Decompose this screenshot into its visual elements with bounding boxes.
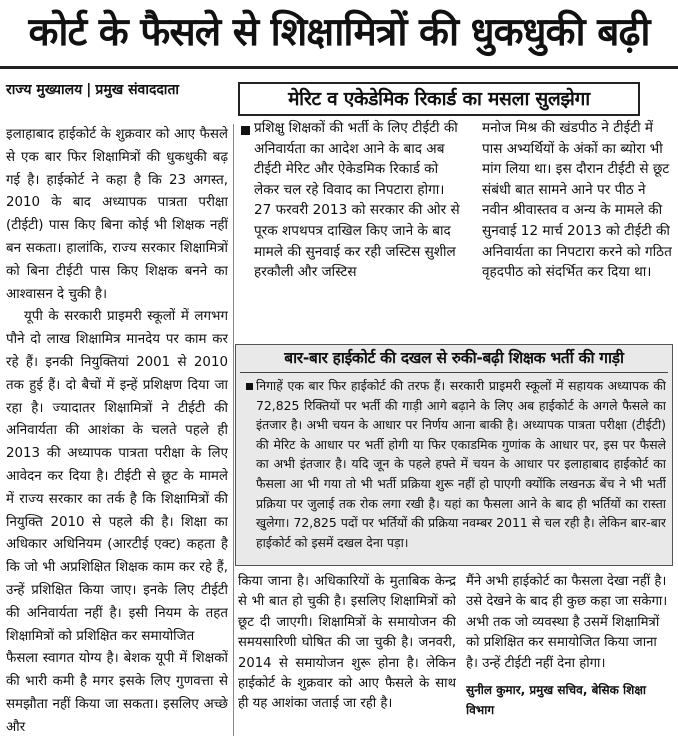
byline-correspondent: प्रमुख संवाददाता (95, 82, 180, 98)
left-paragraph-3: फैसला स्वागत योग्य है। बेशक यूपी में शिक्षकों की भारी कमी है मगर इसके लिए गुणवत्ता से समझौता नहीं किया जा सकता। इसलिए अच्छे और (6, 651, 228, 735)
recruitment-box-body: निगाहें एक बार फिर हाईकोर्ट की तरफ हैं। सरकारी प्राइमरी स्कूलों में सहायक अध्यापक की 72,825 रिक्तियों पर भर्ती की गाड़ी आगे बढ़ाने के लिए अब हाईकोर्ट के अगले फैसले का इंतजार है। अभी चयन के आधार पर निर्णय आना बाकी है। अध्यापक पात्रता परीक्षा (टीईटी) की मेरिट के आधार पर भर्ती होगी या फिर एकाडमिक गुणांक के आधार पर, इस पर फैसले का अभी इंतजार है। यदि जून के पहले हफ्ते में चयन के आधार पर इलाहाबाद हाईकोर्ट का फैसला आ भी गया तो भी भर्ती प्रक्रिया शुरू नहीं हो पाएगी क्योंकि लखनऊ बेंच ने भी भर्ती प्रक्रिया पर जुलाई तक रोक लगा रखी है। यहां का फैसला आने के बाद ही भर्तियों का रास्ता खुलेगा। 72,825 पदों पर भर्तियों की प्रक्रिया नवम्बर 2011 से चल रही है। लेकिन बार-बार हाईकोर्ट को इसमें दखल देना पड़ा। (256, 378, 666, 550)
byline-bureau: राज्य मुख्यालय (6, 82, 83, 98)
headline: कोर्ट के फैसले से शिक्षामित्रों की धुकधुकी बढ़ी (28, 10, 650, 55)
quote-attribution: सुनील कुमार, प्रमुख सचिव, बेसिक शिक्षा विभाग (466, 683, 647, 718)
middle-bottom-column: किया जाना है। अधिकारियों के मुताबिक केन्द्र से भी बात हो चुकी है। इसलिए शिक्षामित्रों को छूट दी जाएगी। शिक्षामित्रों के समायोजन की समयसारिणी घोषित की जा चुकी है। जनवरी, 2014 से समायोजन शुरू होना है। लेकिन हाईकोर्ट के शुक्रवार को आए फैसले के साथ ही यह आशंका जताई जा रही है। (238, 574, 456, 712)
headline-rule (0, 66, 678, 69)
recruitment-box-rule (240, 372, 668, 373)
subhead-box: मेरिट व एकेडेमिक रिकार्ड का मसला सुलझेगा (238, 82, 640, 116)
byline (6, 80, 231, 104)
merit-article-body: प्रशिक्षु शिक्षकों की भर्ती के लिए टीईटी की अनिवार्यता का आदेश आने के बाद अब टीईटी मेरिट और ऐकेडमिक रिकार्ड को लेकर चल रहे विवाद का निपटारा होगा। 27 फरवरी 2013 को सरकार की ओर से पूरक शपथपत्र दाखिल किए जाने के बाद मामले की सुनवाई कर रही जस्टिस सुशील हरकौली और जस्टिस (254, 120, 460, 281)
quote-column (466, 572, 672, 736)
byline-separator: | (86, 82, 92, 98)
left-paragraph-1: इलाहाबाद हाईकोर्ट के शुक्रवार को आए फैसले से एक बार फिर शिक्षामित्रों की धुकधुकी बढ़ गई है। हाईकोर्ट ने कहा है कि 23 अगस्त, 2010 के बाद अध्यापक पात्रता परीक्षा (टीईटी) पास किए बिना कोई भी शिक्षक नहीं बन सकता। हालांकि, राज्य सरकार शिक्षामित्रों को बिना टीईटी पास किए शिक्षक बनने का आश्वासन दे चुकी है। (6, 127, 228, 302)
recruitment-box-title: बार-बार हाईकोर्ट की दखल से रुकी-बढ़ी शिक्षक भर्ती की गाड़ी (284, 349, 624, 367)
left-paragraph-2: यूपी के सरकारी प्राइमरी स्कूलों में लगभग पौने दो लाख शिक्षामित्र मानदेय पर काम कर रहे हैं। इनकी नियुक्तियां 2001 से 2010 तक हुई हैं। दो बैचों में इन्हें प्रशिक्षण दिया जा रहा है। ज्यादातर शिक्षामित्रों ने टीईटी की अनिवार्यता की आशंका के चलते पहले ही 2013 की अध्यापक पात्रता परीक्षा के लिए आवेदन कर दिया है। टीईटी से छूट के मामले में राज्य सरकार का तर्क है कि शिक्षामित्रों की नियुक्ति 2010 से पहले की है। शिक्षा का अधिकार अधिनियम (आरटीई एक्ट) कहता है कि जो भी अप्रशिक्षित शिक्षक काम कर रहे हैं, उन्हें प्रशिक्षित किया जाए। इनके लिए टीईटी की अनिवार्यता नहीं है। इसी नियम के तहत शिक्षामित्रों को प्रशिक्षित कर समायोजित (6, 309, 228, 644)
column-divider (233, 124, 234, 736)
merit-article-continued: मनोज मिश्र की खंडपीठ ने टीईटी में पास अभ्यर्थियों के अंकों का ब्योरा भी मांग लिया था। इस दौरान टीईटी से छूट संबंधी बात सामने आने पर पीठ ने नवीन श्रीवास्तव व अन्य के मामले की सुनवाई 12 मार्च 2013 को टीईटी की अनिवार्यता का निपटारा करने को गठित वृहदपीठ को संदर्भित कर दिया था। (482, 120, 672, 281)
left-column (6, 124, 228, 736)
official-quote: मैंने अभी हाईकोर्ट का फैसला देखा नहीं है। उसे देखने के बाद ही कुछ कहा जा सकेगा। अभी तक जो व्यवस्था है उसमें शिक्षामित्रों को प्रशिक्षित कर समायोजित किया जाना है। उन्हें टीईटी नहीं देना होगा। (466, 574, 668, 671)
